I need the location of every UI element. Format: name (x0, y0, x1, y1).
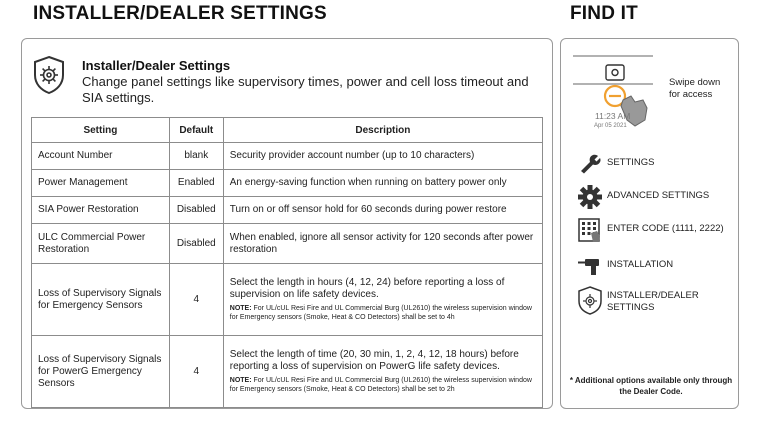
note-label: NOTE: (229, 377, 252, 384)
default-cell: Disabled (169, 197, 223, 224)
step-advanced-settings (577, 184, 737, 212)
shield-gear-icon (577, 286, 603, 316)
description-cell: Security provider account number (up to 10 characters) (223, 143, 542, 170)
setting-cell: Power Management (32, 170, 170, 197)
step-label: INSTALLER/DEALER SETTINGS (607, 290, 699, 313)
step-label: INSTALLATION (607, 259, 674, 270)
step-installation (577, 253, 737, 281)
clock-time: 11:23 AM (595, 111, 631, 121)
table-row (32, 197, 543, 224)
description-text: Select the length in hours (4, 12, 24) before reporting a loss of supervision on life safety devices. (229, 277, 505, 300)
settings-table (31, 117, 543, 408)
setting-cell: SIA Power Restoration (32, 197, 170, 224)
description-cell (223, 336, 542, 408)
description-cell: An energy-saving function when running on battery power only (223, 170, 542, 197)
table-row (32, 143, 543, 170)
gear-icon (577, 184, 603, 210)
note-body: For UL/cUL Resi Fire and UL Commercial Burg (UL2610) the wireless supervision window for Emergency sensors (Smoke, Heat & CO Detectors) shall be set to 2h (229, 377, 532, 393)
find-it-panel (560, 38, 739, 409)
find-it-heading: FIND IT (570, 3, 638, 24)
col-default: Default (169, 118, 223, 143)
description-cell: Turn on or off sensor hold for 60 seconds during power restore (223, 197, 542, 224)
section-heading: INSTALLER/DEALER SETTINGS (33, 3, 327, 24)
wrench-icon (577, 151, 603, 177)
drill-icon (577, 253, 603, 279)
setting-cell: Loss of Supervisory Signals for Emergency Sensors (32, 264, 170, 336)
keypad-icon (577, 217, 603, 243)
note-body: For UL/cUL Resi Fire and UL Commercial Burg (UL2610) the wireless supervision window for Emergency sensors (Smoke, Heat & CO Detectors) shall be set to 4h (229, 305, 532, 321)
note-text (230, 304, 536, 322)
default-cell: blank (169, 143, 223, 170)
description-cell: When enabled, ignore all sensor activity for 120 seconds after power restoration (223, 224, 542, 264)
step-enter-code (577, 217, 737, 245)
dealer-code-footnote: * Additional options available only through the Dealer Code. (569, 376, 733, 396)
table-header-row (32, 118, 543, 143)
col-description: Description (223, 118, 542, 143)
step-installer-dealer-settings (577, 286, 737, 314)
table-row (32, 336, 543, 408)
default-cell: 4 (169, 264, 223, 336)
col-setting: Setting (32, 118, 170, 143)
table-row (32, 170, 543, 197)
panel-description: Change panel settings like supervisory times, power and cell loss timeout and SIA settings. (82, 74, 529, 105)
swipe-instruction: Swipe down for access (669, 77, 721, 100)
note-text (230, 376, 536, 394)
default-cell: 4 (169, 336, 223, 408)
note-label: NOTE: (229, 305, 252, 312)
step-settings (577, 151, 737, 179)
step-label: SETTINGS (607, 157, 655, 168)
description-cell (223, 264, 542, 336)
settings-panel (21, 38, 553, 409)
default-cell: Disabled (169, 224, 223, 264)
clock-date: Apr 05 2021 (594, 123, 627, 129)
panel-title: Installer/Dealer Settings (82, 58, 231, 73)
table-row (32, 264, 543, 336)
step-label: ADVANCED SETTINGS (607, 190, 710, 201)
setting-cell: ULC Commercial Power Restoration (32, 224, 170, 264)
step-label: ENTER CODE (1111, 2222) (607, 223, 724, 234)
description-text: Select the length of time (20, 30 min, 1, 2, 4, 12, 18 hours) before reporting a loss of supervision on PowerG life safety devices. (229, 349, 519, 372)
shield-gear-icon (32, 55, 66, 95)
setting-cell: Account Number (32, 143, 170, 170)
default-cell: Enabled (169, 170, 223, 197)
setting-cell: Loss of Supervisory Signals for PowerG Emergency Sensors (32, 336, 170, 408)
table-row (32, 224, 543, 264)
